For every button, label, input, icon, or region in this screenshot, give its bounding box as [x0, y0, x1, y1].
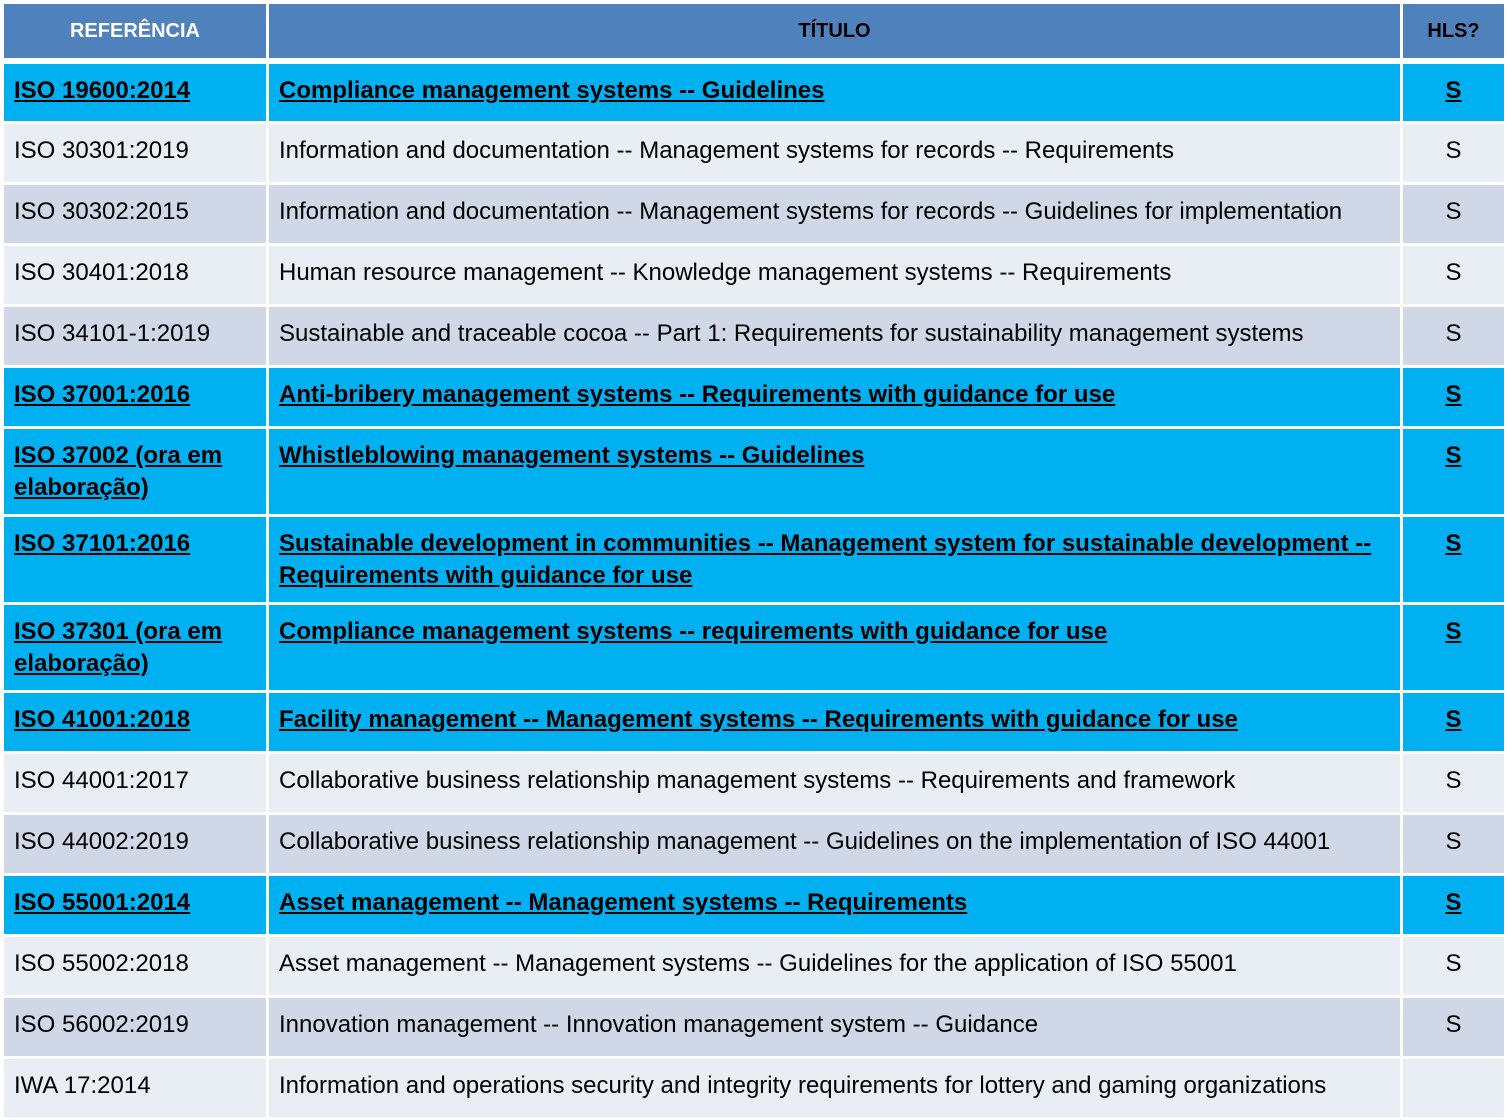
table-row [3, 996, 1506, 1057]
title-cell: Information and documentation -- Management systems for records -- Guidelines for implementation [268, 183, 1402, 244]
hls-value: S [1402, 244, 1506, 305]
table-row [3, 1057, 1506, 1118]
table-row [3, 61, 1506, 122]
table-row [3, 874, 1506, 935]
title-cell: Innovation management -- Innovation management system -- Guidance [268, 996, 1402, 1057]
title-link[interactable]: Facility management -- Management systems -- Requirements with guidance for use [268, 691, 1402, 752]
header-title: TÍTULO [268, 3, 1402, 62]
hls-value[interactable]: S [1402, 603, 1506, 691]
title-cell: Asset management -- Management systems -- Guidelines for the application of ISO 55001 [268, 935, 1402, 996]
reference-link[interactable]: ISO 55001:2014 [3, 874, 268, 935]
iso-standards-table [1, 1, 1507, 1120]
title-cell: Collaborative business relationship management -- Guidelines on the implementation of ISO 44001 [268, 813, 1402, 874]
header-reference: REFERÊNCIA [3, 3, 268, 62]
reference-cell: ISO 30301:2019 [3, 122, 268, 183]
reference-cell: ISO 44002:2019 [3, 813, 268, 874]
table-row [3, 427, 1506, 515]
reference-link[interactable]: ISO 37001:2016 [3, 366, 268, 427]
title-cell: Information and operations security and integrity requirements for lottery and gaming organizations [268, 1057, 1402, 1118]
title-cell: Collaborative business relationship management systems -- Requirements and framework [268, 752, 1402, 813]
table-row [3, 305, 1506, 366]
title-link[interactable]: Compliance management systems -- Guidelines [268, 61, 1402, 122]
hls-value: S [1402, 935, 1506, 996]
hls-value: S [1402, 813, 1506, 874]
hls-value[interactable]: S [1402, 366, 1506, 427]
reference-cell: IWA 17:2014 [3, 1057, 268, 1118]
reference-link[interactable]: ISO 37101:2016 [3, 515, 268, 603]
hls-value[interactable]: S [1402, 691, 1506, 752]
table-row [3, 244, 1506, 305]
header-row [3, 3, 1506, 62]
title-cell: Information and documentation -- Management systems for records -- Requirements [268, 122, 1402, 183]
header-hls: HLS? [1402, 3, 1506, 62]
title-link[interactable]: Sustainable development in communities -- Management system for sustainable development -- Requirements with guidance for use [268, 515, 1402, 603]
hls-value: S [1402, 305, 1506, 366]
hls-value: S [1402, 122, 1506, 183]
reference-link[interactable]: ISO 37002 (ora em elaboração) [3, 427, 268, 515]
table-row [3, 935, 1506, 996]
reference-cell: ISO 30302:2015 [3, 183, 268, 244]
reference-cell: ISO 44001:2017 [3, 752, 268, 813]
table-row [3, 122, 1506, 183]
title-link[interactable]: Compliance management systems -- requirements with guidance for use [268, 603, 1402, 691]
table-row [3, 183, 1506, 244]
reference-cell: ISO 30401:2018 [3, 244, 268, 305]
table-row [3, 603, 1506, 691]
title-link[interactable]: Whistleblowing management systems -- Guidelines [268, 427, 1402, 515]
table-row [3, 691, 1506, 752]
hls-value [1402, 1057, 1506, 1118]
title-cell: Human resource management -- Knowledge management systems -- Requirements [268, 244, 1402, 305]
hls-value: S [1402, 996, 1506, 1057]
hls-value[interactable]: S [1402, 61, 1506, 122]
title-link[interactable]: Anti-bribery management systems -- Requirements with guidance for use [268, 366, 1402, 427]
hls-value[interactable]: S [1402, 874, 1506, 935]
hls-value[interactable]: S [1402, 515, 1506, 603]
title-link[interactable]: Asset management -- Management systems -- Requirements [268, 874, 1402, 935]
reference-cell: ISO 55002:2018 [3, 935, 268, 996]
table-row [3, 813, 1506, 874]
reference-link[interactable]: ISO 37301 (ora em elaboração) [3, 603, 268, 691]
reference-cell: ISO 56002:2019 [3, 996, 268, 1057]
reference-link[interactable]: ISO 41001:2018 [3, 691, 268, 752]
table-row [3, 366, 1506, 427]
hls-value: S [1402, 183, 1506, 244]
table-row [3, 752, 1506, 813]
title-cell: Sustainable and traceable cocoa -- Part 1: Requirements for sustainability management systems [268, 305, 1402, 366]
table-row [3, 515, 1506, 603]
reference-link[interactable]: ISO 19600:2014 [3, 61, 268, 122]
reference-cell: ISO 34101-1:2019 [3, 305, 268, 366]
hls-value[interactable]: S [1402, 427, 1506, 515]
hls-value: S [1402, 752, 1506, 813]
